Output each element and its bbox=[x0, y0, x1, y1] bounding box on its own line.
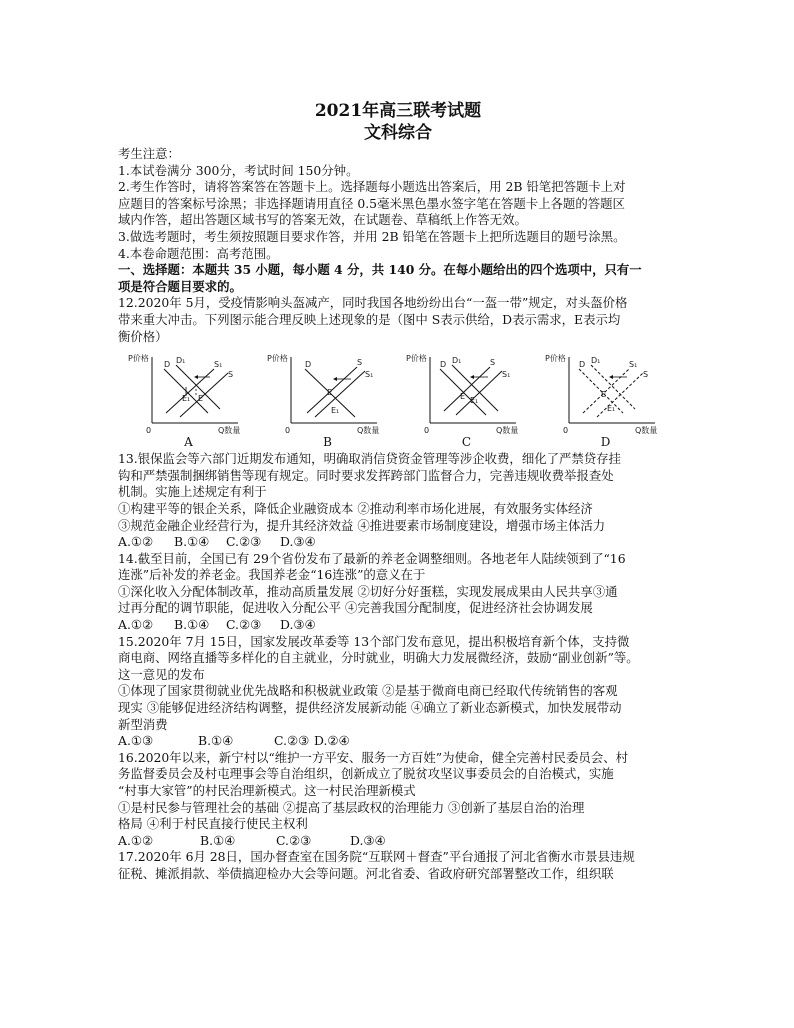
curve-label: S₁ bbox=[629, 360, 638, 370]
q15-stem: 15.2020年 7月 15日，国家发展改革委等 13个部门发布意见，提出积极培育新个体，支持微 bbox=[118, 633, 630, 649]
origin-label: 0 bbox=[285, 426, 291, 436]
curve-label: S₁ bbox=[365, 370, 374, 380]
q15-stem: 新型消费 bbox=[118, 716, 168, 732]
q17-stem: 17.2020年 6月 28日，国办督查室在国务院“互联网＋督查”平台通报了河北省衡水市景县违规 bbox=[118, 849, 635, 865]
option-c: C.②③ bbox=[226, 617, 262, 633]
q14-stem: 14.截至目前，全国已有 29个省份发布了最新的养老金调整细则。各地老年人陆续领到了“16 bbox=[118, 550, 626, 566]
curve-label: D bbox=[440, 360, 447, 370]
origin-label: 0 bbox=[146, 426, 152, 436]
notice-line: 应题目的答案标号涂黑；非选择题请用直径 0.5毫米黑色墨水签字笔在答题卡上各题的答题区 bbox=[118, 195, 625, 211]
option-a: A.①③ bbox=[118, 733, 154, 749]
curve-label: D₁ bbox=[591, 356, 601, 366]
origin-label: 0 bbox=[563, 426, 569, 436]
q13-stem: 钩和严禁强制捆绑销售等现有规定。同时要求发挥跨部门监督合力，完善违规收费举报查处 bbox=[118, 467, 614, 483]
q13-stem: ①构建平等的银企关系，降低企业融资成本 ②推动利率市场化进展，有效服务实体经济 bbox=[118, 500, 593, 516]
q12-stem: 带来重大冲击。下列图示能合理反映上述现象的是（图中 S表示供给，D表示需求，E表示均 bbox=[118, 311, 621, 327]
curve-label: S bbox=[228, 370, 234, 380]
q16-stem: 16.2020年以来，新宁村以“维护一方平安、服务一方百姓”为使命，健全完善村民委员会、村 bbox=[118, 749, 628, 765]
curve-label: E bbox=[198, 394, 204, 404]
option-d: D.③④ bbox=[350, 832, 386, 848]
curve-label: S bbox=[357, 358, 363, 368]
curve-label: E bbox=[460, 392, 466, 402]
option-a: A.①② bbox=[118, 832, 154, 848]
exam-page bbox=[118, 100, 678, 883]
q13-stem: 机制。实施上述规定有利于 bbox=[118, 484, 267, 500]
option-b: B.①④ bbox=[174, 617, 210, 633]
q15-stem: 这一意见的发布 bbox=[118, 666, 205, 682]
q17-stem: 征税、摊派捐款、举债搞迎检办大会等问题。河北省委、省政府研究部署整改工作，组织联 bbox=[118, 865, 614, 881]
notice-line: 域内作答，超出答题区域书写的答案无效，在试题卷、草稿纸上作答无效。 bbox=[118, 212, 527, 228]
q13-options bbox=[118, 534, 678, 551]
p-axis-label: P价格 bbox=[406, 354, 427, 364]
section-heading: 一、选择题：本题共 35 小题，每小题 4 分，共 140 分。在每小题给出的四个选项中，只有一 bbox=[118, 262, 642, 278]
exam-subject: 文科综合 bbox=[364, 123, 432, 143]
graph-a-plot bbox=[126, 351, 251, 435]
option-b: B.①④ bbox=[198, 733, 234, 749]
curve-label: S₁ bbox=[214, 360, 223, 370]
exam-title: 2021年高三联考试题 bbox=[314, 101, 482, 121]
graph-d-label: D bbox=[600, 435, 611, 450]
q16-stem: 格局 ④利于村民直接行使民主权利 bbox=[118, 816, 308, 832]
curve-label: S₁ bbox=[502, 370, 511, 380]
option-b: B.①④ bbox=[200, 832, 236, 848]
curve-label: S bbox=[643, 370, 649, 380]
graph-b bbox=[265, 351, 390, 449]
q-axis-label: Q数量 bbox=[357, 426, 380, 436]
notice-line: 4.本卷命题范围：高考范围。 bbox=[118, 245, 279, 261]
curve-label: D bbox=[305, 360, 312, 370]
q12-graphs bbox=[118, 351, 678, 449]
graph-a bbox=[126, 351, 251, 449]
curve-label: D bbox=[164, 360, 171, 370]
notice-line: 3.做选考题时，考生须按照题目要求作答，并用 2B 铅笔在答题卡上把所选题目的题号涂黑。 bbox=[118, 228, 626, 244]
q16-stem: ①是村民参与管理社会的基础 ②提高了基层政权的治理能力 ③创新了基层自治的治理 bbox=[118, 799, 585, 815]
graph-b-label: B bbox=[323, 435, 332, 450]
curve-label: D₁ bbox=[452, 356, 462, 366]
p-axis-label: P价格 bbox=[267, 354, 288, 364]
q-axis-label: Q数量 bbox=[496, 426, 519, 436]
p-axis-label: P价格 bbox=[128, 354, 149, 364]
graph-c-label: C bbox=[461, 435, 472, 450]
q16-options bbox=[118, 833, 678, 850]
option-d: D.③④ bbox=[280, 534, 316, 550]
q14-options bbox=[118, 617, 678, 634]
q12-stem: 12.2020年 5月，受疫情影响头盔减产，同时我国各地纷纷出台“一盔一带”规定，对头盔价格 bbox=[118, 295, 628, 311]
q14-stem: 过再分配的调节职能，促进收入分配公平 ④完善我国分配制度，促进经济社会协调发展 bbox=[118, 600, 593, 616]
q14-stem: ①深化收入分配体制改革，推动高质量发展 ②切好分好蛋糕，实现发展成果由人民共享③通 bbox=[118, 583, 618, 599]
option-d: D.③④ bbox=[280, 617, 316, 633]
option-c: C.②③ bbox=[274, 733, 310, 749]
curve-label: D₁ bbox=[176, 356, 186, 366]
notice-line: 2.考生作答时，请将答案答在答题卡上。选择题每小题选出答案后，用 2B 铅笔把答题卡上对 bbox=[118, 179, 626, 195]
q15-stem: ①体现了国家贯彻就业优先战略和积极就业政策 ②是基于微商电商已经取代传统销售的客观 bbox=[118, 683, 618, 699]
q13-stem: ③规范金融企业经营行为，提升其经济效益 ④推进要素市场制度建设，增强市场主体活力 bbox=[118, 517, 606, 533]
curve-label: D bbox=[579, 360, 586, 370]
graph-c-plot bbox=[404, 351, 529, 435]
section-heading: 项是符合题目要求的。 bbox=[118, 278, 242, 294]
option-a: A.①② bbox=[118, 534, 154, 550]
graph-a-label: A bbox=[184, 435, 193, 450]
option-a: A.①② bbox=[118, 617, 154, 633]
q15-stem: 现实 ③能够促进经济结构调整，提供经济发展新动能 ④确立了新业态新模式，加快发展带动 bbox=[118, 700, 622, 716]
graph-b-plot bbox=[265, 351, 390, 435]
q15-stem: 商电商、网络直播等多样化的自主就业，分时就业，明确大力发展微经济，鼓励“副业创新”等。 bbox=[118, 650, 639, 666]
option-c: C.②③ bbox=[276, 832, 312, 848]
q-axis-label: Q数量 bbox=[635, 426, 658, 436]
notice-heading: 考生注意： bbox=[118, 146, 180, 161]
curve-label: E bbox=[327, 388, 333, 398]
option-b: B.①④ bbox=[174, 534, 210, 550]
q16-stem: “村事大家管”的村民治理新模式。这一村民治理新模式 bbox=[118, 783, 416, 798]
p-axis-label: P价格 bbox=[545, 354, 566, 364]
q14-stem: 连涨”后补发的养老金。我国养老金“16连涨”的意义在于 bbox=[118, 567, 426, 583]
notice-line: 1.本试卷满分 300分，考试时间 150分钟。 bbox=[118, 162, 359, 178]
origin-label: 0 bbox=[424, 426, 430, 436]
curve-label: E₁ bbox=[331, 406, 340, 416]
q15-options bbox=[118, 733, 678, 750]
graph-d bbox=[543, 351, 668, 449]
q16-stem: 务监督委员会及村屯理事会等自治组织，创新成立了脱贫攻坚议事委员会的自治模式，实施 bbox=[118, 766, 614, 782]
curve-label: S bbox=[490, 358, 496, 368]
option-c: C.②③ bbox=[226, 534, 262, 550]
q12-stem: 衡价格） bbox=[118, 328, 168, 344]
curve-label: E₁ bbox=[607, 404, 616, 414]
graph-c bbox=[404, 351, 529, 449]
q-axis-label: Q数量 bbox=[218, 426, 241, 436]
curve-label: E bbox=[601, 390, 607, 400]
graph-d-plot bbox=[543, 351, 668, 435]
q13-stem: 13.银保监会等六部门近期发布通知，明确取消信贷资金管理等涉企收费，细化了严禁贷存挂 bbox=[118, 451, 621, 467]
option-d: D.②④ bbox=[314, 733, 350, 749]
curve-label: E₁ bbox=[182, 394, 191, 404]
curve-label: E₁ bbox=[470, 396, 479, 406]
